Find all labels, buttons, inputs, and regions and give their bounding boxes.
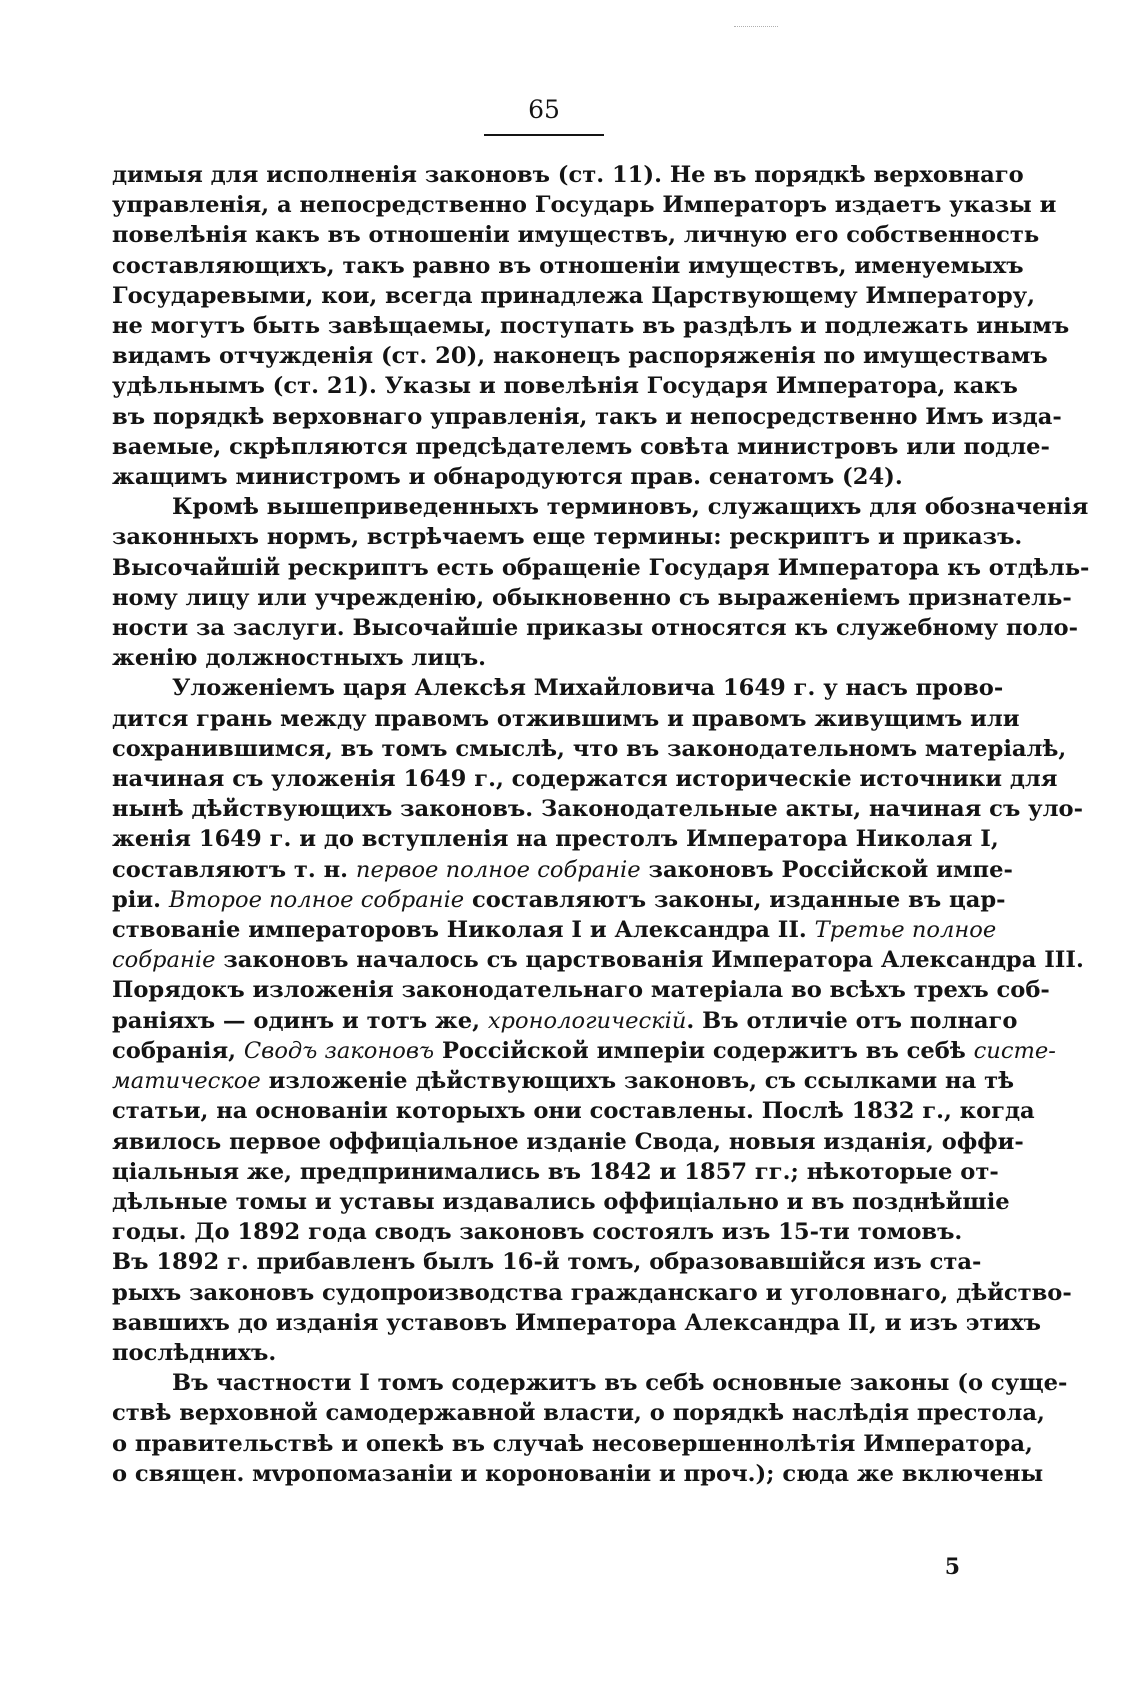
text-run: законныхъ нормъ, встрѣчаемъ еще термины: рескриптъ и приказъ. [112,524,1023,551]
text-line [112,190,1057,220]
text-run: раніяхъ — одинъ и тотъ же, [112,1007,488,1034]
text-line [112,402,1062,432]
text-run: дѣльные томы и уставы издавались оффиціально и въ позднѣйшіе [112,1188,1010,1215]
text-run: Кромѣ вышеприведенныхъ терминовъ, служащихъ для обозначенія [172,494,1089,521]
italic-term: Второе полное собраніе [168,886,465,913]
paragraph [112,160,1070,492]
text-line [112,583,1072,613]
text-run: Въ 1892 г. прибавленъ былъ 16-й томъ, образовавшійся изъ ста- [112,1249,982,1276]
text-line [112,673,1004,703]
text-line [112,160,1024,190]
text-line [112,704,1020,734]
italic-term: хронологическій [487,1007,687,1034]
text-line [112,975,1050,1005]
italic-term: матическое [112,1068,261,1095]
text-line [112,643,960,673]
text-line [112,1157,999,1187]
paragraph [112,673,1084,1368]
italic-term: Третье полное [814,917,997,944]
text-line [112,1066,1014,1096]
text-line [112,462,960,492]
text-line [112,734,1067,764]
text-run: статьи, на основаніи которыхъ они составлены. Послѣ 1832 г., когда [112,1098,1035,1125]
text-line [112,1036,1056,1066]
text-run: составляютъ законы, изданные въ цар- [464,886,1006,913]
italic-term: собраніе [112,947,216,974]
text-run: Порядокъ изложенія законодательнаго матеріала во всѣхъ трехъ соб- [112,977,1050,1004]
paragraph [112,492,1090,673]
text-run: сохранившимся, въ томъ смыслѣ, что въ законодательномъ матеріалѣ, [112,735,1067,762]
text-line [112,281,1035,311]
text-line [112,432,1050,462]
text-run: повелѣнія какъ въ отношеніи имуществъ, личную его собственность [112,222,1040,249]
paragraph [112,1368,1068,1489]
text-run: ствованіе императоровъ Николая I и Александра II. [112,917,815,944]
text-run: ріи. [112,886,169,913]
text-line [112,824,999,854]
text-run: ному лицу или учрежденію, обыкновенно съ выраженіемъ признатель- [112,584,1072,611]
text-line [112,1429,1033,1459]
text-run: удѣльнымъ (ст. 21). Указы и повелѣнія Государя Императора, какъ [112,373,1018,400]
text-line [112,1368,1068,1398]
text-run: законовъ Россійской импе- [640,856,1013,883]
text-line [112,522,1023,552]
text-line [112,1127,1024,1157]
text-line [112,764,1058,794]
header-rule [484,134,604,136]
text-line [112,915,997,945]
text-run: послѣднихъ. [112,1339,277,1366]
text-run: составляютъ т. н. [112,856,356,883]
text-run: ваемые, скрѣпляются предсѣдателемъ совѣта министровъ или подле- [112,433,1050,460]
text-line [112,1187,1010,1217]
text-run: годы. До 1892 года сводъ законовъ состоялъ изъ 15-ти томовъ. [112,1219,963,1246]
page-number: 65 [528,95,560,124]
text-run: управленія, а непосредственно Государь Императоръ издаетъ указы и [112,192,1057,219]
text-run: вавшихъ до изданія уставовъ Императора Александра II, и изъ этихъ [112,1309,1042,1336]
text-line [112,885,1006,915]
text-line [112,553,1090,583]
text-run: не могутъ быть завѣщаемы, поступать въ раздѣлъ и подлежать инымъ [112,313,1070,340]
text-run: Уложеніемъ царя Алексѣя Михайловича 1649 г. у насъ прово- [172,675,1004,702]
text-run: Въ частности I томъ содержитъ въ себѣ основные законы (о суще- [172,1370,1068,1397]
text-run: законовъ началось съ царствованія Императора Александра III. [215,947,1084,974]
text-line [112,855,1013,885]
text-line [112,492,1089,522]
text-line [112,1096,1035,1126]
text-line [112,794,1083,824]
text-run: Россійской имперіи содержитъ въ себѣ [434,1037,974,1064]
text-run: въ порядкѣ верховнаго управленія, такъ и непосредственно Имъ изда- [112,403,1062,430]
text-run: рыхъ законовъ судопроизводства гражданскаго и уголовнаго, дѣйство- [112,1279,1072,1306]
text-line [112,1308,1042,1338]
text-run: явилось первое оффиціальное изданіе Свода, новыя изданія, оффи- [112,1128,1024,1155]
text-run: о священ. мvропомазаніи и коронованіи и проч.); сюда же включены [112,1460,1044,1487]
text-line [112,220,1040,250]
text-run: о правительствѣ и опекѣ въ случаѣ несовершеннолѣтія Императора, [112,1430,1033,1457]
scan-artifact [734,26,778,30]
text-run: женія 1649 г. и до вступленія на престолъ Императора Николая I, [112,826,999,853]
text-run: изложеніе дѣйствующихъ законовъ, съ ссылками на тѣ [260,1068,1014,1095]
text-line [112,613,1078,643]
text-run: Государевыми, кои, всегда принадлежа Царствующему Императору, [112,282,1035,309]
text-run: начиная съ уложенія 1649 г., содержатся историческіе источники для [112,766,1058,793]
text-line [112,251,1024,281]
text-run: ности за заслуги. Высочайшіе приказы относятся къ служебному поло- [112,615,1078,642]
text-run: ціальныя же, предпринимались въ 1842 и 1857 гг.; нѣкоторые от- [112,1158,999,1185]
text-line [112,341,1048,371]
text-line [112,1459,1044,1489]
text-line [112,1006,1018,1036]
text-run: женію должностныхъ лицъ. [112,645,487,672]
text-run: составляющихъ, такъ равно въ отношеніи имуществъ, именуемыхъ [112,252,1024,279]
text-run: собранія, [112,1037,244,1064]
body-text [112,160,1090,1489]
text-run: димыя для исполненія законовъ (ст. 11). Не въ порядкѣ верховнаго [112,162,1024,188]
text-line [112,1247,982,1277]
text-line [112,1398,1045,1428]
text-run: дится грань между правомъ отжившимъ и правомъ живущимъ или [112,705,1020,732]
text-run: нынѣ дѣйствующихъ законовъ. Законодательные акты, начиная съ уло- [112,796,1083,823]
text-run: жащимъ министромъ и обнародуются прав. сенатомъ (24). [112,464,903,491]
text-run: Высочайшій рескриптъ есть обращеніе Государя Императора къ отдѣль- [112,554,1090,581]
text-line [112,945,1084,975]
text-run: . Въ отличіе отъ полнаго [686,1007,1018,1034]
italic-term: Сводъ законовъ [243,1037,435,1064]
text-line [112,1217,963,1247]
text-line [112,371,1018,401]
italic-term: первое полное собраніе [355,856,641,883]
text-line [112,1338,960,1368]
text-line [112,1278,1072,1308]
text-run: видамъ отчужденія (ст. 20), наконецъ распоряженія по имуществамъ [112,343,1048,370]
signature-mark: 5 [944,1554,960,1580]
text-run: ствѣ верховной самодержавной власти, о порядкѣ наслѣдія престола, [112,1400,1045,1427]
text-line [112,311,1070,341]
italic-term: систе- [973,1037,1056,1064]
